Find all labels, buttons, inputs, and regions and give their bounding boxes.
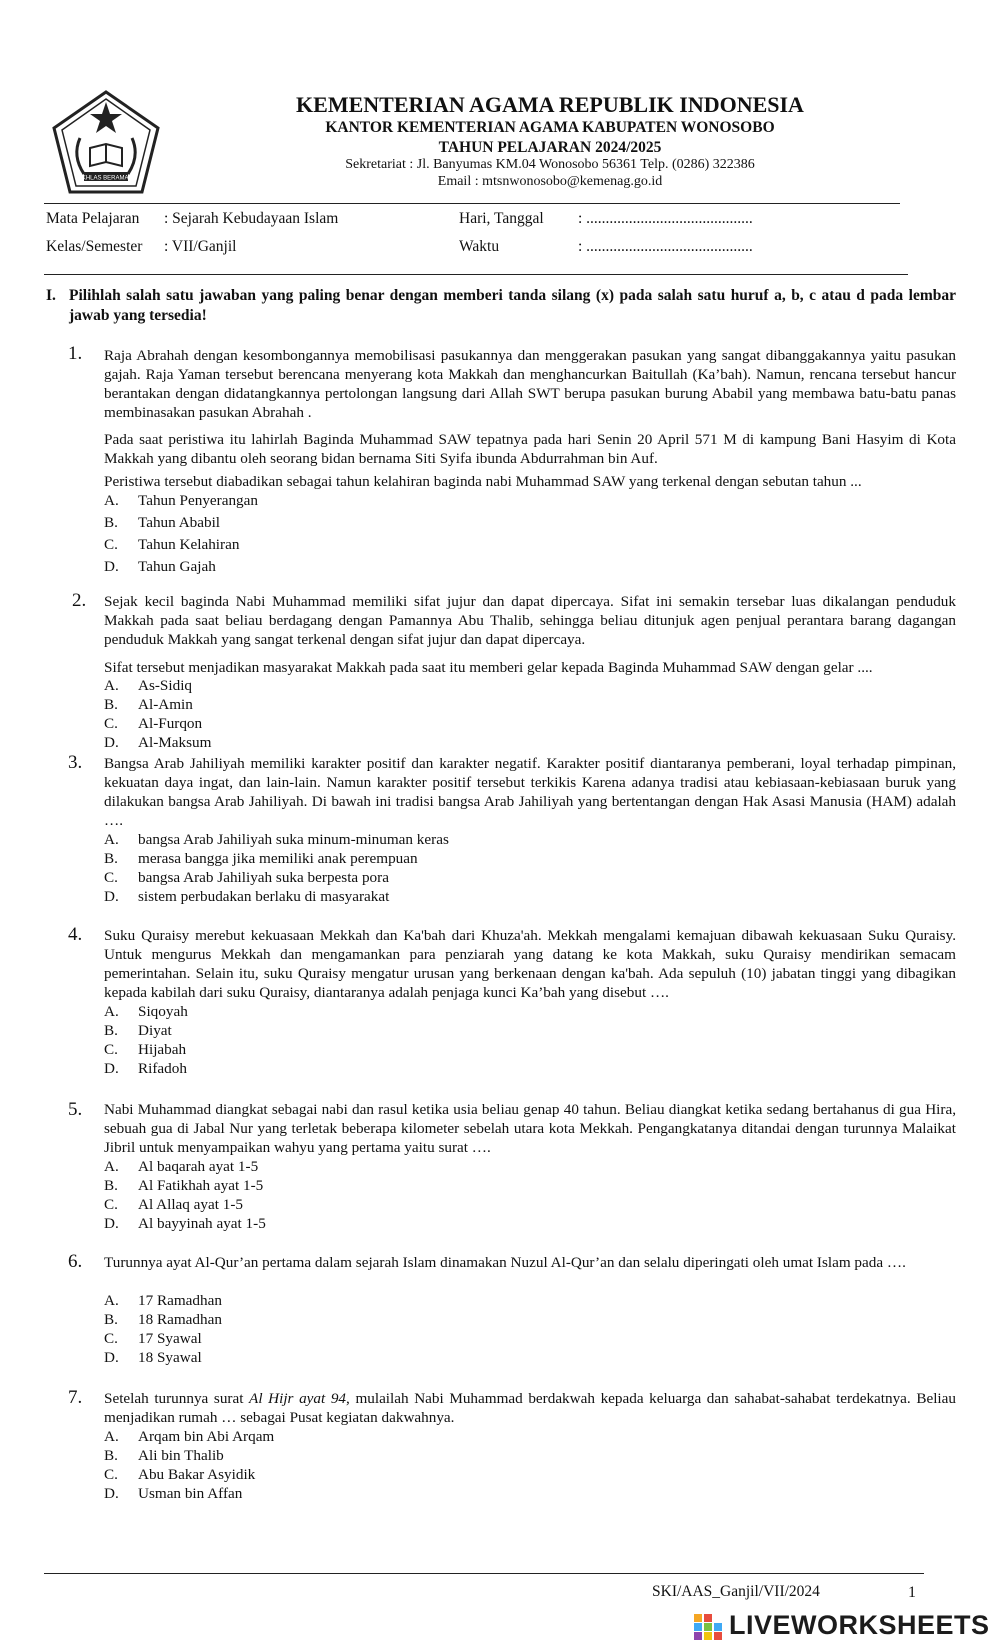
office-address: Sekretariat : Jl. Banyumas KM.04 Wonosobo 56361 Telp. (0286) 322386 bbox=[345, 157, 755, 172]
option-c[interactable]: C. Hijabah bbox=[104, 1041, 187, 1058]
option-a[interactable]: A. As-Sidiq bbox=[104, 677, 193, 694]
liveworksheets-logo-icon bbox=[694, 1614, 724, 1640]
option-a[interactable]: A. Al baqarah ayat 1-5 bbox=[104, 1158, 259, 1175]
question-7-options bbox=[104, 1427, 274, 1503]
option-c[interactable]: C. Tahun Kelahiran bbox=[104, 536, 240, 553]
option-b[interactable]: B. 18 Ramadhan bbox=[104, 1311, 222, 1328]
liveworksheets-brand[interactable]: LIVEWORKSHEETS bbox=[729, 1610, 990, 1640]
option-d[interactable]: D. Al bayyinah ayat 1-5 bbox=[104, 1215, 266, 1232]
question-6-options bbox=[104, 1291, 222, 1367]
logo-lettering: IKHLAS BERAMAL bbox=[80, 175, 132, 182]
day-value: : ........................................... bbox=[578, 210, 753, 227]
question-1-paragraph-2: Pada saat peristiwa itu lahirlah Baginda Muhammad SAW tepatnya pada hari Senin 20 April 571 M di kampung Bani Hasyim di Kota Makkah yang dibantu oleh seorang bidan bernama Siti Syifa ibunda Abdurrahman bin Auf. bbox=[104, 431, 956, 467]
option-c[interactable]: C. Al-Furqon bbox=[104, 715, 203, 732]
option-b[interactable]: B. merasa bangga jika memiliki anak perempuan bbox=[104, 850, 418, 867]
option-c[interactable]: C. Abu Bakar Asyidik bbox=[104, 1466, 256, 1483]
footer-divider bbox=[44, 1573, 924, 1574]
question-2-paragraph-1: Sejak kecil baginda Nabi Muhammad memiliki sifat jujur dan dapat dipercaya. Sifat ini semakin tersebar luas dikalangan penduduk Makkah pada saat beliau berdagang dengan Pamannya Abu Thalib, sehingga beliau ditunjuk agen penjual perantara barang dagangan penduduk Makkah yang sangat terkenal dengan sifat jujur dan dapat dipercaya. bbox=[104, 593, 956, 648]
question-5-options bbox=[104, 1157, 266, 1233]
time-value: : ........................................... bbox=[578, 238, 753, 255]
question-number-3: 3. bbox=[68, 752, 83, 773]
option-d[interactable]: D. Tahun Gajah bbox=[104, 558, 216, 575]
option-c[interactable]: C. bangsa Arab Jahiliyah suka berpesta pora bbox=[104, 869, 389, 886]
question-3-paragraph-1: Bangsa Arab Jahiliyah memiliki karakter positif dan karakter negatif. Karakter positif diantaranya pemberani, loyal terhadap pimpinan, kekuatan daya ingat, dan lain-lain. Namun karakter positif tersebut terkikis Karena adanya tradisi atau kebiasaan-kebiasaan buruk yang dilakukan bangsa Arab Jahiliyah. Di bawah ini tradisi bangsa Arab Jahiliyah yang bertentangan dengan Hak Asasi Manusia (HAM) adalah …. bbox=[104, 755, 956, 829]
question-6-paragraph-1: Turunnya ayat Al-Qur’an pertama dalam sejarah Islam dinamakan Nuzul Al-Qur’an dan selalu diperingati oleh umat Islam pada …. bbox=[104, 1254, 906, 1271]
section-number: I. bbox=[46, 287, 56, 304]
question-2-options bbox=[104, 676, 211, 752]
question-number-1: 1. bbox=[68, 343, 83, 364]
option-a[interactable]: A. Arqam bin Abi Arqam bbox=[104, 1428, 275, 1445]
time-label: Waktu bbox=[459, 238, 500, 255]
kemenag-logo bbox=[50, 88, 162, 200]
option-a[interactable]: A. bangsa Arab Jahiliyah suka minum-minuman keras bbox=[104, 831, 449, 848]
office-name: KANTOR KEMENTERIAN AGAMA KABUPATEN WONOSOBO bbox=[325, 119, 775, 136]
day-label: Hari, Tanggal bbox=[459, 210, 544, 227]
subject-value: : Sejarah Kebudayaan Islam bbox=[164, 210, 339, 227]
option-b[interactable]: B. Ali bin Thalib bbox=[104, 1447, 224, 1464]
header-divider bbox=[44, 203, 900, 204]
question-4-options bbox=[104, 1002, 188, 1078]
question-7-paragraph-1: Setelah turunnya surat Al Hijr ayat 94, mulailah Nabi Muhammad berdakwah kepada keluarga dan sahabat-sahabat terdekatnya. Beliau menjadikan rumah … sebagai Pusat kegiatan dakwahnya. bbox=[104, 1390, 956, 1426]
question-1-paragraph-1: Raja Abrahah dengan kesombongannya memobilisasi pasukannya dan menggerakan pasukan yang sangat dibanggakannya yaitu pasukan gajah. Raja Yaman tersebut berencana menyerang kota Makkah dan menghancurkan Baitullah (Ka’bah). Namun, rencana tersebut hancur berantakan dengan didatangkannya pertolongan langsung dari Allah SWT berupa pasukan burung Ababil yang membawa batu-batu panas membinasakan pasukan Abrahah . bbox=[104, 347, 956, 421]
option-a[interactable]: A. Siqoyah bbox=[104, 1003, 188, 1020]
question-2-paragraph-2: Sifat tersebut menjadikan masyarakat Makkah pada saat itu memberi gelar kepada Baginda Muhammad SAW dengan gelar .... bbox=[104, 659, 873, 676]
question-4-paragraph-1: Suku Quraisy merebut kekuasaan Mekkah dan Ka'bah dari Khuza'ah. Mekkah mengalami kemajuan dibawah kekuasaan Suku Quraisy. Untuk mengurus Mekkah dan mengamankan para penziarah yang datang ke kota Makkah, suku Quraisy mendirikan semacam pemerintahan. Selain itu, suku Quraisy mengatur urusan yang berkenaan dengan ka'bah. Ada sepuluh (10) jabatan tinggi yang dibagikan kepada kabilah dari suku Quraisy, diantaranya adalah penjaga kunci Ka’bah yang disebut …. bbox=[104, 927, 956, 1001]
option-d[interactable]: D. Rifadoh bbox=[104, 1060, 187, 1077]
subject-label: Mata Pelajaran bbox=[46, 210, 140, 227]
class-label: Kelas/Semester bbox=[46, 238, 143, 255]
option-c[interactable]: C. 17 Syawal bbox=[104, 1330, 202, 1347]
office-email: Email : mtsnwonosobo@kemenag.go.id bbox=[437, 174, 663, 189]
surah-reference: Al Hijr ayat 94 bbox=[249, 1390, 347, 1407]
option-d[interactable]: D. Al-Maksum bbox=[104, 734, 212, 751]
question-number-6: 6. bbox=[68, 1251, 83, 1272]
question-1-options bbox=[104, 491, 258, 576]
class-value: : VII/Ganjil bbox=[164, 238, 237, 255]
question-1-paragraph-3: Peristiwa tersebut diabadikan sebagai tahun kelahiran baginda nabi Muhammad SAW yang terkenal dengan sebutan tahun ... bbox=[104, 473, 862, 490]
question-number-2: 2. bbox=[72, 590, 87, 611]
option-d[interactable]: D. sistem perbudakan berlaku di masyarakat bbox=[104, 888, 390, 905]
option-b[interactable]: B. Diyat bbox=[104, 1022, 172, 1039]
question-5-paragraph-1: Nabi Muhammad diangkat sebagai nabi dan rasul ketika usia beliau genap 40 tahun. Beliau diangkat ketika sedang bertahanus di gua Hira, sebuah gua di Jabal Nur yang terletak beberapa kilometer sebelah utara kota Mekkah. Pengangkatanya ditandai dengan turunnya Malaikat Jibril untuk menyampaikan wahyu yang pertama yaitu surat …. bbox=[104, 1101, 956, 1156]
question-number-4: 4. bbox=[68, 924, 83, 945]
question-3-options bbox=[104, 830, 449, 906]
academic-year: TAHUN PELAJARAN 2024/2025 bbox=[438, 139, 662, 156]
option-a[interactable]: A. 17 Ramadhan bbox=[104, 1292, 222, 1309]
question-number-5: 5. bbox=[68, 1099, 83, 1120]
option-c[interactable]: C. Al Allaq ayat 1-5 bbox=[104, 1196, 244, 1213]
document-code: SKI/AAS_Ganjil/VII/2024 bbox=[652, 1583, 820, 1600]
section-instruction: Pilihlah salah satu jawaban yang paling benar dengan memberi tanda silang (x) pada salah satu huruf a, b, c atau d pada lembar jawab yang tersedia! bbox=[69, 287, 956, 324]
option-d[interactable]: D. Usman bin Affan bbox=[104, 1485, 243, 1502]
meta-divider bbox=[44, 274, 908, 275]
option-a[interactable]: A. Tahun Penyerangan bbox=[104, 492, 258, 509]
option-b[interactable]: B. Tahun Ababil bbox=[104, 514, 221, 531]
option-b[interactable]: B. Al-Amin bbox=[104, 696, 193, 713]
ministry-title: KEMENTERIAN AGAMA REPUBLIK INDONESIA bbox=[296, 92, 804, 117]
page-number: 1 bbox=[908, 1584, 916, 1601]
option-b[interactable]: B. Al Fatikhah ayat 1-5 bbox=[104, 1177, 264, 1194]
option-d[interactable]: D. 18 Syawal bbox=[104, 1349, 202, 1366]
question-number-7: 7. bbox=[68, 1387, 83, 1408]
